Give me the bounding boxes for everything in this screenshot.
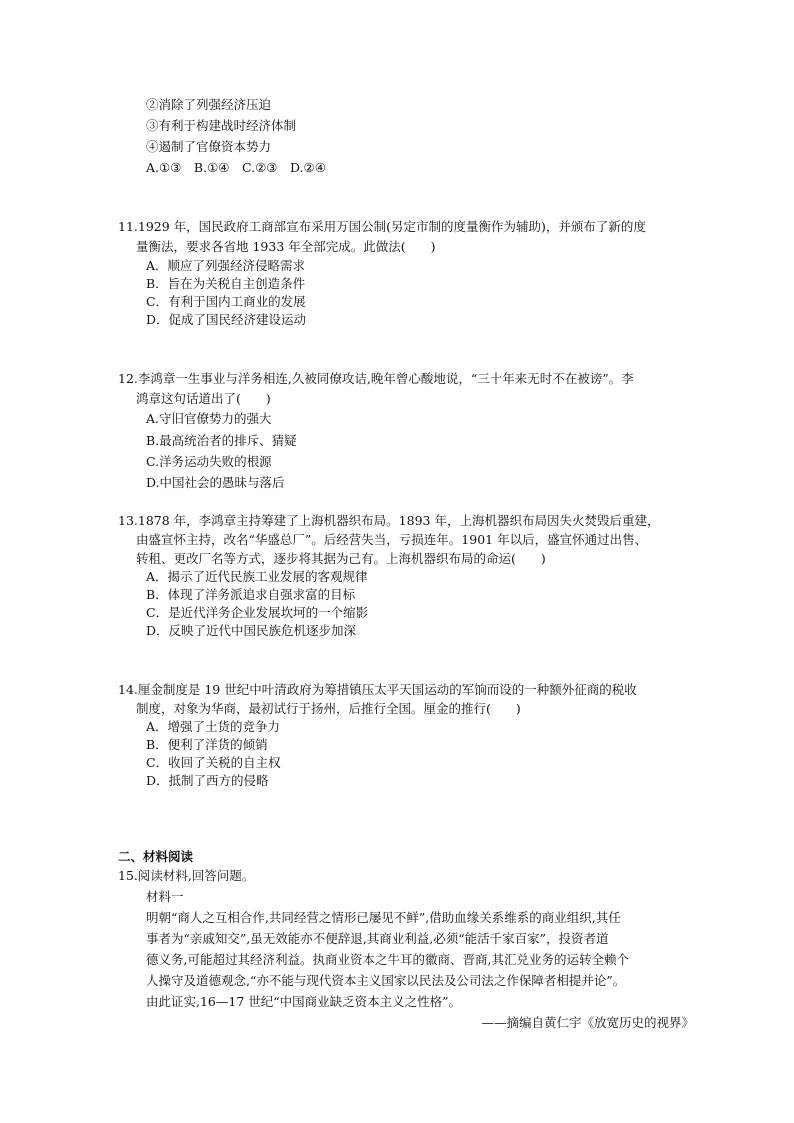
q10-choices: A.①③ B.①④ C.②③ D.②④: [146, 160, 326, 175]
material-source: ——摘编自黄仁宇《放宽历史的视界》: [481, 1015, 694, 1030]
q11-option-c: C．有利于国内工商业的发展: [146, 294, 306, 309]
q13-stem-line-1: 13.1878 年，李鸿章主持筹建了上海机器织布局。1893 年，上海机器织布局因失火焚毁后重建，: [118, 513, 660, 528]
q10-item-3: ③有利于构建战时经济体制: [146, 118, 297, 133]
q14-option-a: A．增强了土货的竞争力: [146, 719, 281, 734]
q10-item-2: ②消除了列强经济压迫: [146, 97, 272, 112]
material-line-4: 人操守及道德观念,“亦不能与现代资本主义国家以民法及公司法之作保障者相提并论”。: [146, 973, 626, 988]
q12-option-a: A.守旧官僚势力的强大: [146, 411, 272, 426]
q14-stem-line-2: 制度，对象为华商，最初试行于扬州，后推行全国。厘金的推行( ): [136, 701, 521, 716]
q10-item-4: ④遏制了官僚资本势力: [146, 139, 272, 154]
q11-option-b: B．旨在为关税自主创造条件: [146, 276, 306, 291]
q13-option-c: C．是近代洋务企业发展坎坷的一个缩影: [146, 605, 369, 620]
q12-stem-line-2: 鸿章这句话道出了( ): [136, 391, 271, 406]
q11-option-d: D．促成了国民经济建设运动: [146, 312, 307, 327]
material-line-3: 德义务,可能超过其经济利益。执商业资本之牛耳的徽商、晋商,其汇兑业务的运转全赖个: [146, 952, 629, 967]
q12-option-c: C.洋务运动失败的根源: [146, 454, 272, 469]
q13-option-b: B．体现了洋务派追求自强求富的目标: [146, 587, 356, 602]
material-line-2: 事者为“亲戚知交”,虽无效能亦不便辞退,其商业利益,必须“能活千家百家”，投资者道: [146, 931, 609, 946]
q13-stem-line-2: 由盛宣怀主持，改名“华盛总厂”。后经营失当，亏损连年。1901 年以后，盛宣怀通过出售、: [136, 532, 648, 547]
q14-option-c: C．收回了关税的自主权: [146, 755, 281, 770]
q13-option-d: D．反映了近代中国民族危机逐步加深: [146, 623, 357, 638]
material-line-1: 明朝“商人之互相合作,共同经营之情形已屡见不鲜”,借助血缘关系维系的商业组织,其任: [146, 910, 621, 925]
q12-stem-line-1: 12.李鸿章一生事业与洋务相连,久被同僚攻诘,晚年曾心酸地说，“三十年来无时不在被谤”。李: [118, 371, 634, 386]
q15-stem: 15.阅读材料,回答问题。: [118, 868, 255, 883]
q14-stem-line-1: 14.厘金制度是 19 世纪中叶清政府为筹措镇压太平天国运动的军饷而设的一种额外征商的税收: [118, 682, 637, 697]
q11-stem-line-1: 11.1929 年，国民政府工商部宣布采用万国公制(另定市制的度量衡作为辅助)，并颁布了新的度: [118, 219, 646, 234]
q12-option-d: D.中国社会的愚昧与落后: [146, 475, 285, 490]
q11-stem-line-2: 量衡法，要求各省地 1933 年全部完成。此做法( ): [136, 239, 436, 254]
q13-option-a: A．揭示了近代民族工业发展的客观规律: [146, 569, 368, 584]
material-label: 材料一: [146, 889, 184, 904]
q11-option-a: A．顺应了列强经济侵略需求: [146, 258, 306, 273]
section-heading: 二、材料阅读: [118, 849, 194, 864]
q14-option-b: B．便利了洋货的倾销: [146, 737, 268, 752]
material-line-5: 由此证实,16—17 世纪“中国商业缺乏资本主义之性格”。: [146, 994, 462, 1009]
q14-option-d: D．抵制了西方的侵略: [146, 773, 269, 788]
q13-stem-line-3: 转租、更改厂名等方式，逐步将其据为己有。上海机器织布局的命运( ): [136, 551, 546, 566]
q12-option-b: B.最高统治者的排斥、猜疑: [146, 433, 297, 448]
